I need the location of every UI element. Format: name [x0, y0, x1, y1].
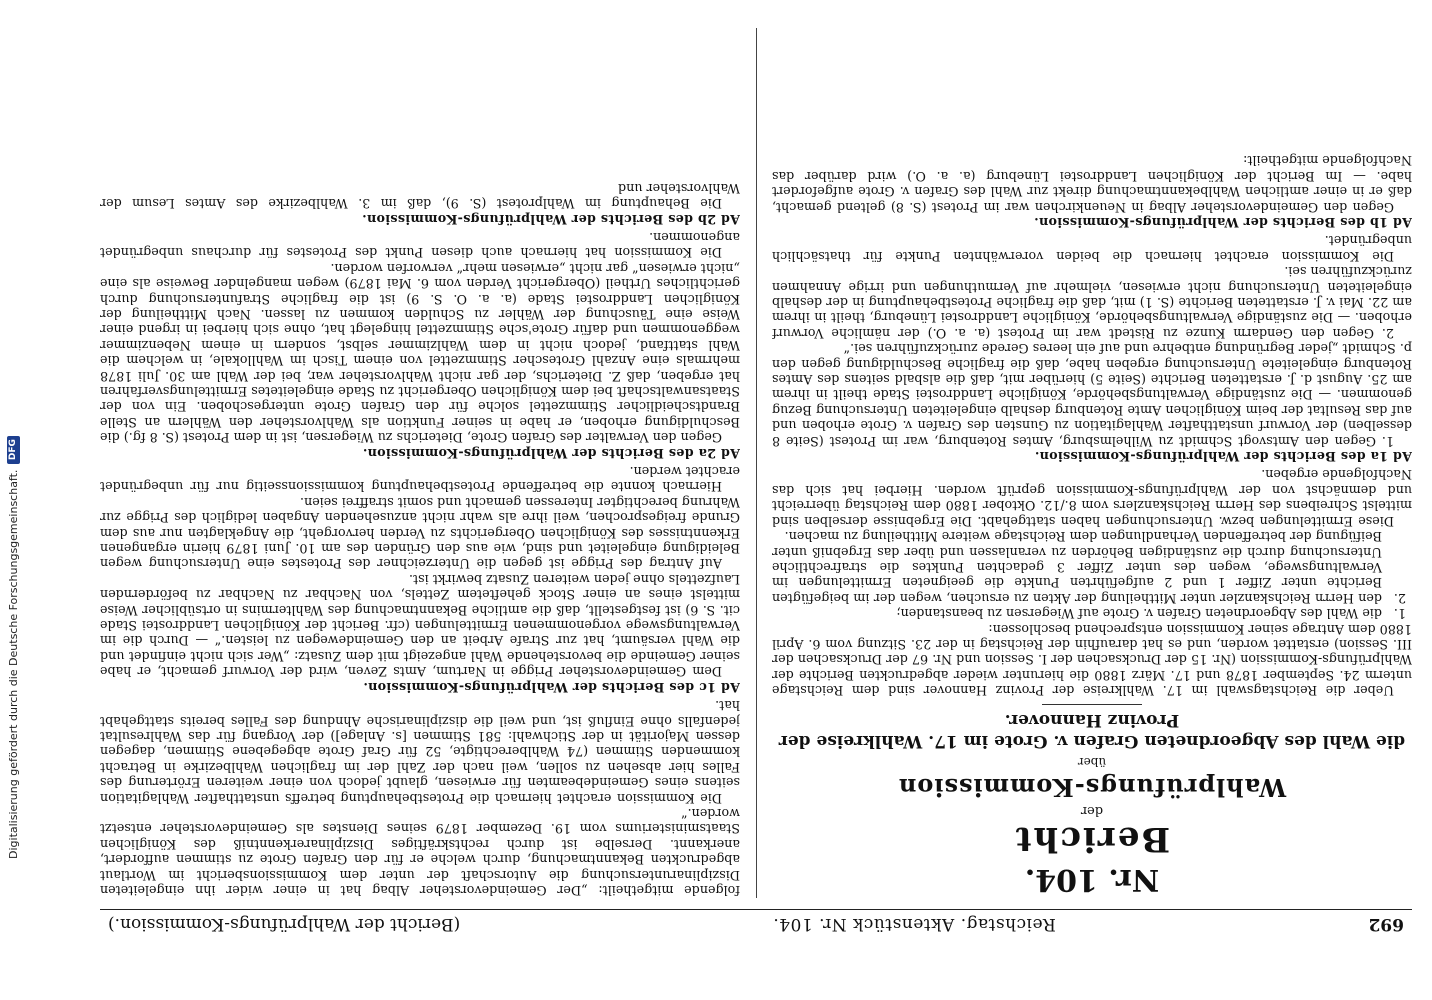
paragraph: Die Kommission erachtet hiernach die Protestbehauptung betreffs unstatthafter Wahlagitation seitens eines Gemeindebeamten für erwiesen, glaubt jedoch von einer weiteren Erörterung des Falles hier absehen zu sollen, weil nach der Zahl der im fraglichen Wahlbezirke in Betracht kommenden Stimmen (74 Wahlberechtigte, 52 für Graf Grote abgegebene Stimmen, dagegen dessen Majorität in der Stichwahl: 581 Stimmen [s. Anlage]) der Vorgang für das Wahlresultat jedenfalls ohne Einfluß ist, und weil die disziplinarische Ahndung des Falles bereits stattgehabt hat. — [100, 698, 740, 806]
subject-line: die Wahl des Abgeordneten Grafen v. Grote im 17. Wahlkreise der Provinz Hannover. — [778, 710, 1406, 752]
commission-name: Wahlprüfungs-Kommission — [897, 772, 1287, 802]
column-divider — [756, 28, 757, 898]
dfg-logo: DFG — [7, 436, 20, 464]
document-title: Bericht — [1013, 819, 1171, 859]
paragraph: 2. Gegen den Gendarm Kunze zu Ristedt war im Protest (a. a. O.) der nämliche Vorwurf erhoben. — Die zuständige Verwaltungsbehörde, Königliche Landdrostei Lüneburg, theilt in ihrem am 22. Mai v. J. erstatteten Berichte (S. 1) mit, daß die fragliche Protestbehauptung in der deshalb eingeleiteten Untersuchung nicht erwiesen, vielmehr auf Vermuthungen und irrige Annahmen zurückzuführen sei. — [772, 264, 1412, 341]
header-section: (Bericht der Wahlprüfungs-Kommission.) — [108, 914, 461, 934]
paragraph: Die Kommission hat hiernach auch diesen Punkt des Protestes für durchaus unbegründet angenommen. — [100, 229, 740, 261]
header-title: Reichstag. Aktenstück Nr. 104. — [772, 914, 1056, 934]
paragraph: Gegen den Verwalter des Grafen Grote, Dieterichs zu Wiegersen, ist in dem Protest (S. 8 fg.) die Beschuldigung erhoben, er habe in seiner Funktion als Wahlvorsteher den Wählern an Stelle Brandtscheidlicher Stimmzettel solche für den Grafen Grote untergeschoben. Ein von der Staatsanwaltschaft bei dem Königlichen Obergericht zu Stade eingeleitetes Ermittelungsverfahren hat ergeben, daß Z. Dieterichs, der gar nicht Wahlvorsteher war, bei der Wahl am 30. Juli 1878 mehrmals eine Anzahl Grotescher Stimmzettel von einem Tisch im Wahllokale, in welchem die Wahl stattfand, jedoch nicht in dem Wahlzimmer selbst, sondern in einem Nebenzimmer weggenommen und dafür Grote'sche Stimmzettel hingelegt hat, ohne sich hierbei in irgend einer Weise eine Täuschung der Wähler zu Schulden kommen zu lassen. Nach Mittheilung der Königlichen Landdrostei Stade (a. a. O. S. 9) ist die fragliche Strafuntersuchung durch gerichtliches Urtheil (Obergericht Verden vom 6. Mai 1879) wegen mangelnder Beweise als eine „nicht erwiesen“ gar nicht „erwiesen mehr“ verworfen worden. — [100, 260, 740, 446]
section-heading: Ad 1a des Berichts der Wahlprüfungs-Kommission. — [1034, 449, 1412, 465]
title-ueber: über — [1077, 754, 1107, 769]
paragraph: Die Kommission erachtet hiernach die beiden vorerwähnten Punkte für thatsächlich unbegründet. — [772, 233, 1412, 264]
paragraph: Gegen den Gemeindevorsteher Albag in Neuenkirchen war im Protest (S. 8) geltend gemacht, daß er in einer amtlichen Wahlbekanntmachung direkt zur Wahl des Grafen v. Grote aufgefordert habe. — Im Bericht der Königlichen Landdrostei Lüneburg (a. a. O.) wird darüber das Nachfolgende mitgetheilt: — [772, 153, 1412, 215]
section-heading: Ad 1c des Berichts der Wahlprüfungs-Kommission. — [363, 679, 740, 695]
right-column — [100, 18, 740, 898]
paragraph: Hiernach konnte die betreffende Protestbehauptung kommissionsseitig nur für unbegründet erachtet werden. — [100, 464, 740, 495]
footer-note — [4, 179, 22, 859]
resolution-item — [772, 606, 1412, 621]
section-heading: Ad 2a des Berichts der Wahlprüfungs-Kommission. — [362, 445, 740, 461]
paragraph: Diese Ermittelungen bezw. Untersuchungen haben stattgehabt. Die Ergebnisse derselben sind mittelst Schreibens des Herrn Reichskanzlers vom 8./12. Oktober 1880 dem Reichstag überreicht und demnächst von der Wahlprüfungs-Kommission geprüft worden. Hierbei hat sich das Nachfolgende ergeben. — [772, 467, 1412, 529]
item-number: 2. — [1393, 590, 1406, 606]
separator-rule — [1042, 704, 1142, 705]
item-number: 1. — [1393, 606, 1406, 622]
page-number: 692 — [1368, 914, 1404, 934]
paragraph: Dem Gemeindevorsteher Prigge in Nartum, Amts Zeven, wird der Vorwurf gemacht, er habe seiner Gemeinde die bevorstehende Wahl angezeigt mit dem Zusatz: „Wer sich nicht einfindet und die Wahl versäumt, hat zur Strafe Arbeit an den Gemeindewegen zu leisten.“ — Durch die im Verwaltungswege vorgenommenen Ermittelungen (cfr. Bericht der Königlichen Landdrostei Stade cit. S. 6) ist festgestellt, daß die amtliche Bekanntmachung des Wahltermins in ortsüblicher Weise mittelst eines an einer Stock geheftetem Zettels, von Nachbar zu Nachbar zu befördernden Laufzettels ohne jeden weiteren Zusatz bewirkt ist. — [100, 571, 740, 680]
footer-text: Digitalisierung gefördert durch die Deutsche Forschungsgemeinschaft. — [6, 469, 20, 859]
item-text: den Herrn Reichskanzler unter Mittheilung der Akten zu ersuchen, wegen der im beigefügten Berichte unter Ziffer 1 und 2 aufgeführten Punkte die geeigneten Ermittelungen im Verwaltungswege, wegen des unter Ziffer 3 gedachten Punktes die strafrechtliche Untersuchung durch die zuständigen Behörden zu veranlassen und über das Ergebniß unter Beifügung der betreffenden Verhandlungen dem Reichstage weitere Mittheilung zu machen. — [772, 529, 1382, 606]
resolution-item — [772, 529, 1412, 606]
left-column — [772, 18, 1412, 898]
document-number: Nr. 104. — [1024, 862, 1160, 897]
document-page — [100, 18, 1412, 938]
intro-paragraph: Ueber die Reichstagswahl im 17. Wahlkreise der Provinz Hannover sind dem Reichstage unterm 24. September 1878 und 17. März 1880 die hierunter wieder abgedruckten Berichte der Wahlprüfungs-Kommission (Nr. 15 der Drucksachen der I. Session und Nr. 67 der Drucksachen der III. Session) erstattet worden, und es hat daraufhin der Reichstag in der 23. Sitzung vom 6. April 1880 dem Antrage seiner Kommission entsprechend beschlossen: — [772, 621, 1412, 699]
section-heading: Ad 2b des Berichts der Wahlprüfungs-Kommission. — [361, 211, 740, 227]
item-text: die Wahl des Abgeordneten Grafen v. Grote auf Wiegersen zu beanstanden; — [896, 606, 1382, 622]
running-header — [100, 909, 1412, 938]
paragraph: Die Behauptung im Wahlprotest (S. 9), daß im 3. Wahlbezirke des Amtes Lesum der Wahlvorsteher und — [100, 180, 740, 212]
title-der: der — [1080, 803, 1104, 818]
paragraph: Auf Antrag des Prigge ist gegen die Unterzeichner des Protestes eine Untersuchung wegen Beleidigung eingeleitet und sind, wie aus den Gründen des am 10. Juni 1879 hierin ergangenen Erkenntnisses des Königlichen Obergerichts zu Verden hervorgeht, die Angeklagten nur aus dem Grunde freigesprochen, weil ihre als wahr nicht anzusehenden Angaben lediglich des Prigge zur Wahrung berechtigter Interessen gemacht und somit straffrei seien. — [100, 494, 740, 572]
paragraph: folgende mitgetheilt: „Der Gemeindevorsteher Albag hat in einer wider ihn eingeleiteten Disziplinaruntersuchung die Autorschaft der unter dem Kommissionsbericht im Wortlaut abgedruckten Bekanntmachung, durch welche er für den Grafen Grote zu stimmen auffordert, anerkannt. Derselbe ist durch rechtskräftiges Disziplinarerkenntniß des Königlichen Staatsministeriums vom 19. Dezember 1879 seines Dienstes als Gemeindevorsteher entsetzt worden.“ — [100, 805, 740, 898]
section-heading: Ad 1b des Berichts der Wahlprüfungs-Kommission. — [1033, 215, 1412, 230]
paragraph: 1. Gegen den Amtsvogt Schmidt zu Wilhelmsburg, Amtes Rotenburg, war im Protest (Seite 8 desselben) der Vorwurf unstatthafter Wahlagitation zu Gunsten des Grafen v. Grote erhoben und auf das Resultat der beim Königlichen Amte Rotenburg deshalb eingeleiteten Untersuchung Bezug genommen. — Die zuständige Verwaltungsbehörde, Königliche Landdrostei Stade theilt in ihrem am 25. August d. J. erstatteten Berichte (Seite 5) hierüber mit, daß die alsbald seitens des Amtes Rotenburg eingeleitete Untersuchung ergeben habe, daß die fragliche Beschuldigung gegen den p. Schmidt „jeder Begründung entbehre und auf ein leeres Gerede zurückzuführen sei.“ — [772, 341, 1412, 449]
digitization-footer — [0, 0, 18, 1000]
